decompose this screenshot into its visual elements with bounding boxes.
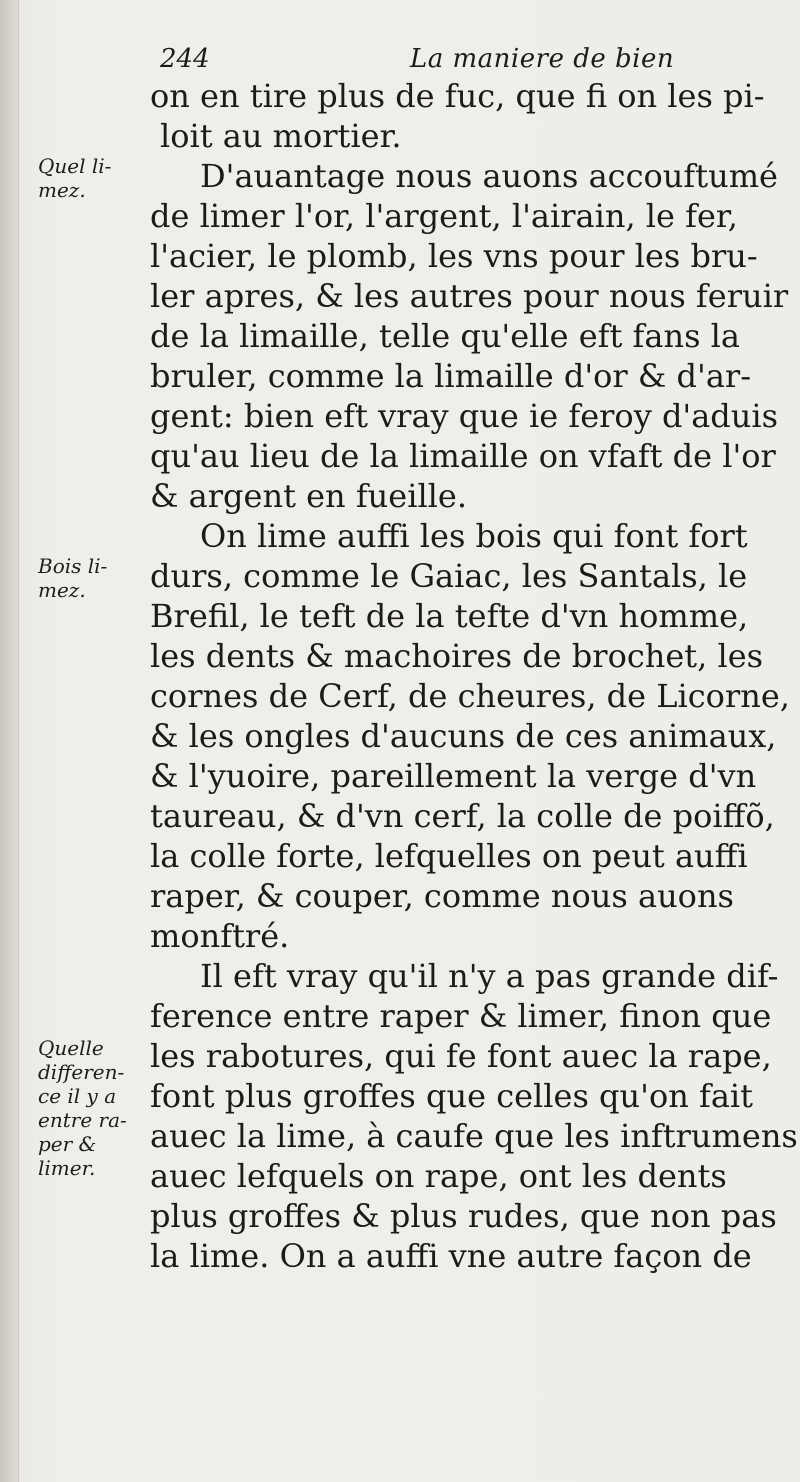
text-line: la lime. On a auffi vne autre façon de [150, 1237, 752, 1275]
text-line: on en tire plus de fuc, que fi on les pi- [150, 77, 765, 115]
page-number: 244 [160, 44, 210, 74]
margin-note-line: entre ra- [38, 1108, 127, 1132]
text-line: auec la lime, à caufe que les inftrumens [150, 1117, 798, 1155]
text-line: plus groffes & plus rudes, que non pas [150, 1197, 777, 1235]
text-line: bruler, comme la limaille d'or & d'ar- [150, 357, 751, 395]
margin-note-line: Quelle [38, 1036, 104, 1060]
margin-note-line: per & [38, 1132, 97, 1156]
text-line: de la limaille, telle qu'elle eft fans la [150, 317, 740, 355]
margin-note-1 [38, 154, 148, 202]
text-line: auec lefquels on rape, ont les dents [150, 1157, 727, 1195]
margin-note-line: differen- [38, 1060, 125, 1084]
text-line: & l'yuoire, pareillement la verge d'vn [150, 757, 757, 795]
text-line: durs, comme le Gaiac, les Santals, le [150, 557, 748, 595]
text-line: & les ongles d'aucuns de ces animaux, [150, 717, 777, 755]
text-line: On lime auffi les bois qui font fort [200, 517, 748, 555]
text-line: cornes de Cerf, de cheures, de Licorne, [150, 677, 790, 715]
text-line: l'acier, le plomb, les vns pour les bru- [150, 237, 758, 275]
text-line: & argent en fueille. [150, 477, 468, 515]
text-line: la colle forte, lefquelles on peut auffi [150, 837, 748, 875]
margin-note-2 [38, 554, 148, 602]
text-line: monftré. [150, 917, 290, 955]
margin-note-line: Quel li- [38, 154, 112, 178]
book-spine [0, 0, 19, 1482]
margin-note-line: Bois li- [38, 554, 108, 578]
text-line: taureau, & d'vn cerf, la colle de poiffõ, [150, 797, 775, 835]
text-line: qu'au lieu de la limaille on vfaft de l'or [150, 437, 776, 475]
text-line: font plus groffes que celles qu'on fait [150, 1077, 753, 1115]
text-line: raper, & couper, comme nous auons [150, 877, 734, 915]
margin-note-3 [38, 1036, 148, 1180]
text-line: ler apres, & les autres pour nous feruir [150, 277, 789, 315]
text-line: D'auantage nous auons accouftumé [200, 157, 778, 195]
text-line: ference entre raper & limer, finon que [150, 997, 772, 1035]
margin-note-line: ce il y a [38, 1084, 117, 1108]
text-line: les rabotures, qui fe font auec la rape, [150, 1037, 772, 1075]
margin-note-line: mez. [38, 578, 86, 602]
text-line: de limer l'or, l'argent, l'airain, le fer, [150, 197, 738, 235]
text-line: les dents & machoires de brochet, les [150, 637, 764, 675]
body-text [150, 76, 800, 1276]
text-line: loit au mortier. [160, 117, 402, 155]
margin-note-line: mez. [38, 178, 86, 202]
text-line: gent: bien eft vray que ie feroy d'aduis [150, 397, 779, 435]
margin-note-line: limer. [38, 1156, 96, 1180]
running-title: La maniere de bien [410, 44, 675, 74]
text-line: Il eft vray qu'il n'y a pas grande dif- [200, 957, 779, 995]
text-line: Brefil, le teft de la tefte d'vn homme, [150, 597, 749, 635]
